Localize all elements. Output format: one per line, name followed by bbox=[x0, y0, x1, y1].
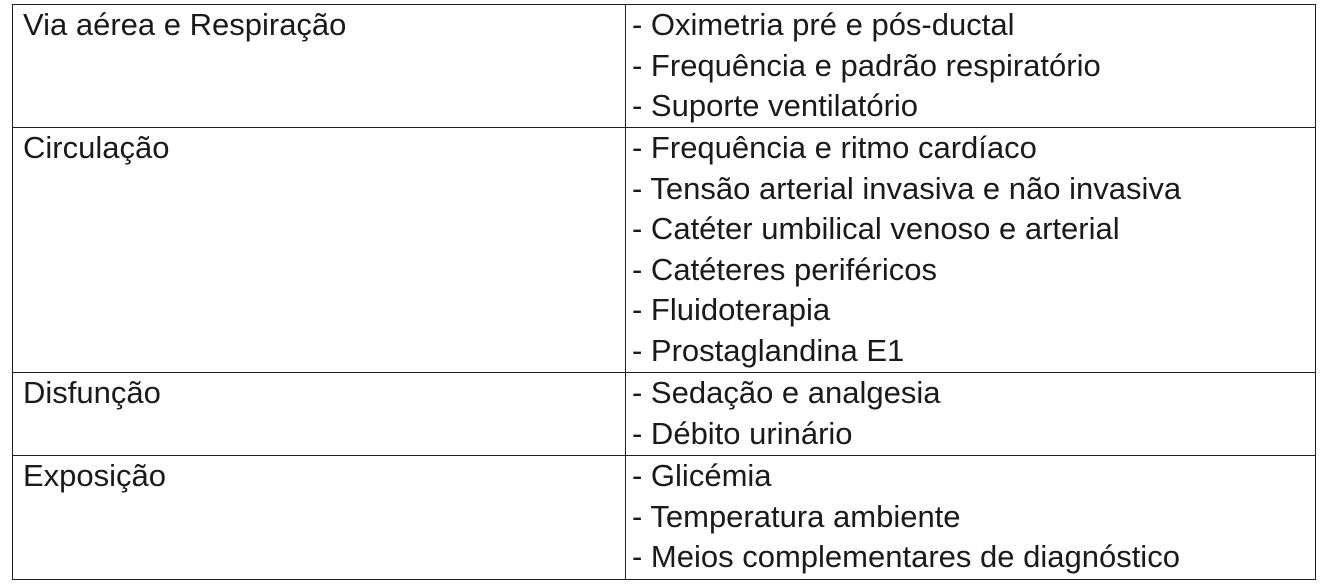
category-cell bbox=[13, 5, 626, 128]
category-cell bbox=[13, 128, 626, 373]
monitoring-table bbox=[12, 4, 1316, 580]
list-item: - Tensão arterial invasiva e não invasiva bbox=[632, 170, 1182, 206]
list-item: - Prostaglandina E1 bbox=[632, 332, 905, 368]
items-cell bbox=[626, 128, 1316, 373]
list-item: - Oximetria pré e pós-ductal bbox=[632, 7, 1015, 42]
category-cell bbox=[13, 456, 626, 580]
list-item: - Suporte ventilatório bbox=[632, 88, 919, 123]
items-cell bbox=[626, 373, 1316, 456]
table-row bbox=[13, 5, 1316, 128]
list-item: - Temperatura ambiente bbox=[632, 498, 961, 534]
category-label: Exposição bbox=[23, 458, 167, 493]
list-item: - Frequência e padrão respiratório bbox=[632, 47, 1101, 83]
category-label: Disfunção bbox=[23, 375, 161, 410]
category-cell bbox=[13, 373, 626, 456]
category-label: Via aérea e Respiração bbox=[23, 7, 347, 42]
list-item: - Débito urinário bbox=[632, 415, 853, 451]
list-item: - Glicémia bbox=[632, 458, 772, 493]
table-row bbox=[13, 373, 1316, 456]
list-item: - Meios complementares de diagnóstico bbox=[632, 539, 1180, 574]
list-item: - Sedação e analgesia bbox=[632, 375, 941, 410]
table-row bbox=[13, 456, 1316, 580]
list-item: - Catéteres periféricos bbox=[632, 251, 937, 287]
category-label: Circulação bbox=[23, 130, 170, 165]
items-cell bbox=[626, 5, 1316, 128]
list-item: - Catéter umbilical venoso e arterial bbox=[632, 211, 1120, 246]
list-item: - Fluidoterapia bbox=[632, 292, 831, 327]
list-item: - Frequência e ritmo cardíaco bbox=[632, 130, 1037, 165]
items-cell bbox=[626, 456, 1316, 580]
table-row bbox=[13, 128, 1316, 373]
